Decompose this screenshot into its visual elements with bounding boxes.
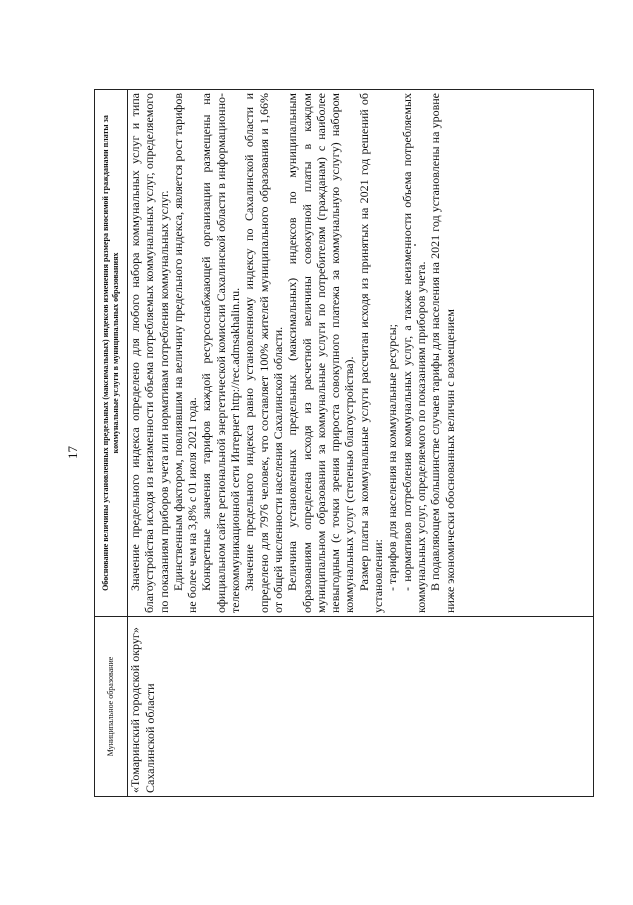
paragraph: Значение предельного индекса равно установленному индексу по Сахалинской области и определено для 7976 человек, что составляет 100% жителей муниципального образования и 1,66% от общей численности населения Сахалинской области.: [242, 93, 285, 613]
paragraph: Величина установленных предельных (максимальных) индексов по муниципальным образованиям определена исходя из расчетной величины совокупной платы в каждом муниципальном образовании за коммунальные услуги по потребителям (гражданам) с наиболее невыгодным (с точки зрения прироста совокупного платежа за коммунальную услугу) набором коммунальных услуг (степенью благоустройства).: [285, 93, 357, 613]
page-number: 17: [65, 446, 80, 459]
municipality-name: «Томаринский городской округ» Сахалинской области: [128, 617, 594, 797]
paragraph: В подавляющем большинстве случаев тарифы для населения на 2021 год установлены на уровне ниже экономически обоснованных величин с возмещением: [428, 93, 457, 613]
header-municipality: Муниципальное образование: [95, 617, 128, 797]
list-item: - тарифов для населения на коммунальные ресурсы;: [385, 324, 400, 591]
paragraph: Значение предельного индекса определено для любого набора коммунальных услуг и типа благоустройства исходя из неизменности объема потребляемых коммунальных услуг, определяемого по показаниям приборов учета или нормативам потребления коммунальных услуг.: [128, 93, 171, 613]
table-row: [128, 90, 594, 797]
paragraph: Размер платы за коммунальные услуги рассчитан исходя из принятых на 2021 год решений об установлении:: [356, 93, 386, 613]
paragraph: Единственным фактором, повлиявшим на величину предельного индекса, является рост тарифов не более чем на 3,8% с 01 июля 2021 года.: [170, 93, 200, 613]
justification-text: [128, 90, 594, 617]
table-header-row: [95, 90, 128, 797]
paragraph: Конкретные значения тарифов каждой ресурсоснабжающей организации размещены на официальном сайте региональной энергетической комиссии Сахалинской области в информационно-телекоммуникационной сети Интернет http://rec.admsakhalin.ru.: [199, 93, 243, 613]
list-item: - нормативов потребления коммунальных услуг, а также неизменности объема потребляемых коммунальных услуг, определяемого по показаниям приборов учета.: [399, 93, 428, 613]
header-justification: Обоснование величины установленных предельных (максимальных) индексов изменения размера вносимой гражданами платы за коммунальные услуги в муниципальных образованиях: [95, 90, 128, 617]
justification-table: [94, 89, 594, 797]
